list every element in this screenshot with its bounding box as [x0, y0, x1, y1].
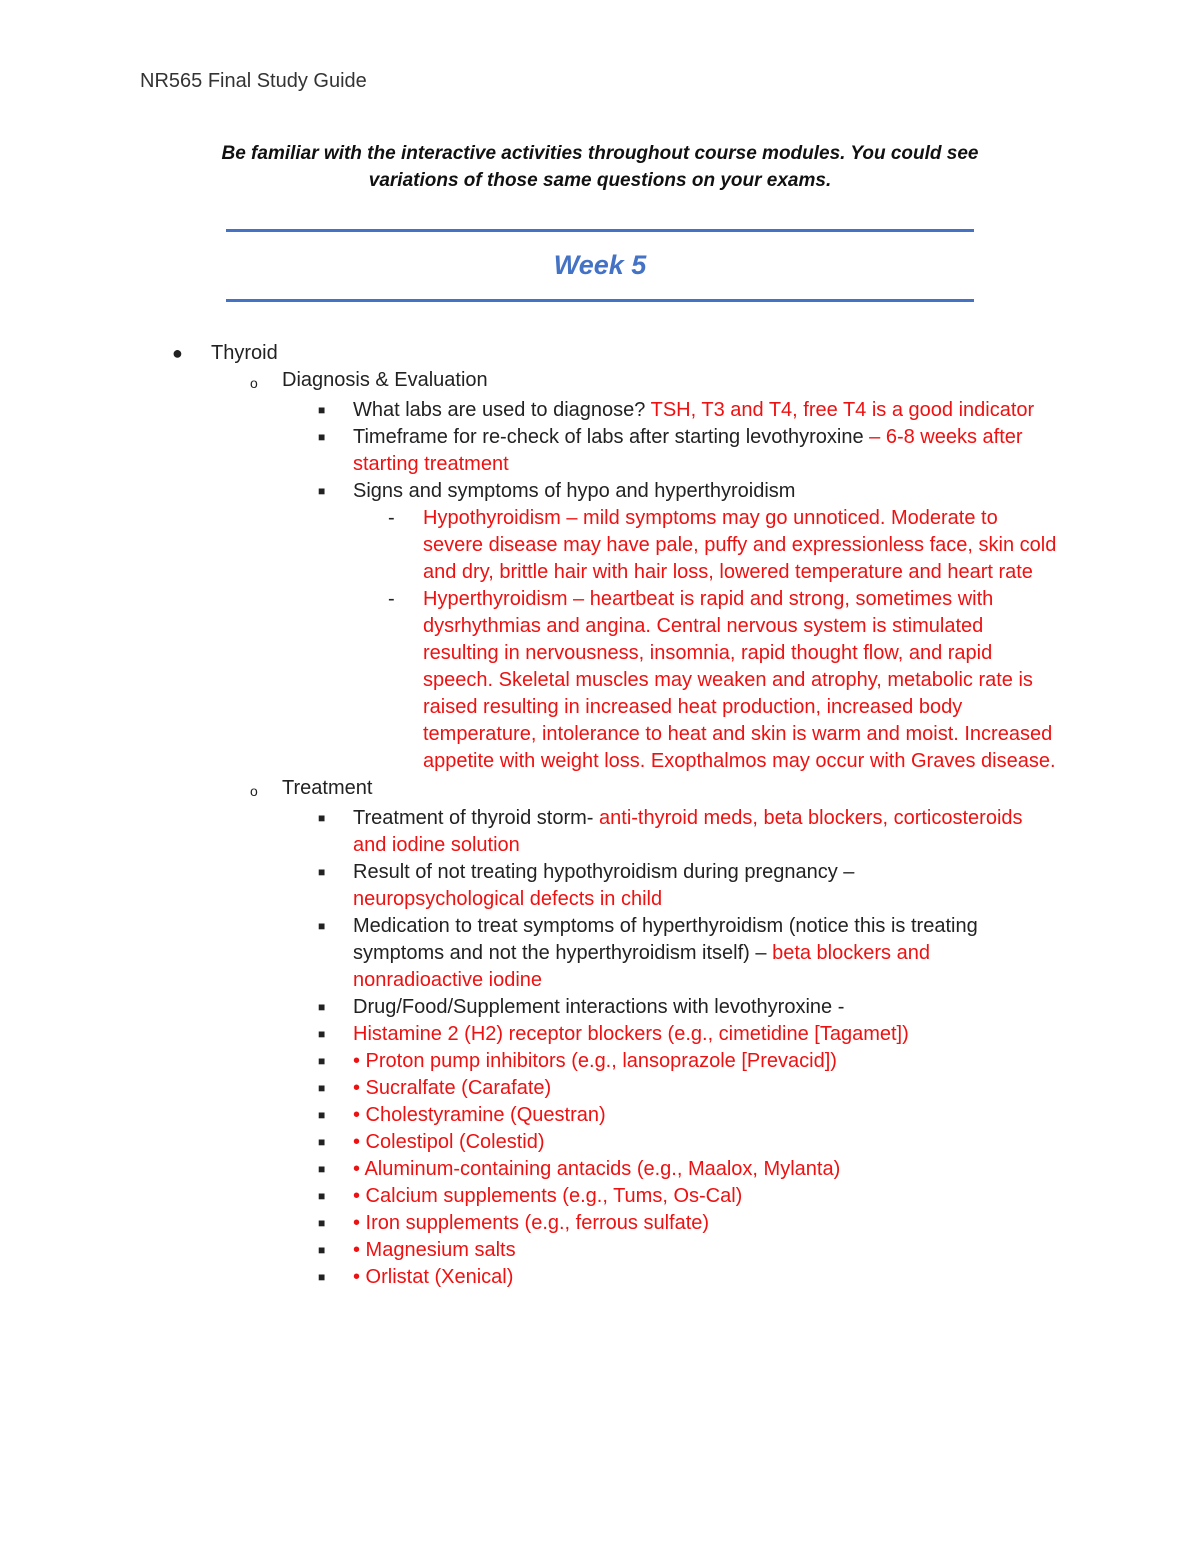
interaction-item: ■ • Iron supplements (e.g., ferrous sulfate) — [0, 1210, 1043, 1237]
divider-bottom — [226, 299, 974, 302]
bullet-square-icon: ■ — [318, 1270, 326, 1284]
list-item-hyperthyroidism: - Hyperthyroidism – heartbeat is rapid and strong, sometimes with dysrhythmias and angina. Central nervous system is stimulated resulting in nervousness, insomnia, rapid thought flow, and rapid speech. Skeletal muscles may weaken and atrophy, metabolic rate is raised resulting in increased heat production, increased body temperature, intolerance to heat and skin is warm and moist. Increased appetite with weight loss. Exopthalmos may occur with Graves disease. — [388, 588, 1056, 772]
interaction-item: ■ • Orlistat (Xenical) — [0, 1264, 1043, 1291]
bullet-square-icon: ■ — [318, 1054, 326, 1068]
interaction-item: ■ • Proton pump inhibitors (e.g., lansoprazole [Prevacid]) — [0, 1048, 1043, 1075]
list-item: ■ Signs and symptoms of hypo and hyperthyroidism — [0, 478, 1043, 505]
interaction-item: ■ • Magnesium salts — [0, 1237, 1043, 1264]
bullet-square-icon: ■ — [318, 1162, 326, 1176]
bullet-square-icon: ■ — [318, 430, 326, 444]
intro-line-1: Be familiar with the interactive activities throughout course modules. You could see — [221, 143, 979, 164]
interaction-item: ■ Histamine 2 (H2) receptor blockers (e.g., cimetidine [Tagamet]) — [0, 1021, 1043, 1048]
bullet-square-icon: ■ — [318, 403, 326, 417]
list-item-hypothyroidism: - Hypothyroidism – mild symptoms may go unnoticed. Moderate to severe disease may have pale, puffy and expressionless face, skin cold and dry, brittle hair with hair loss, lowered temperature and heart rate — [388, 507, 1057, 583]
outline — [0, 340, 1200, 1291]
list-item: ■ Medication to treat symptoms of hyperthyroidism (notice this is treating symptoms and not the hyperthyroidism itself) – beta blockers and nonradioactive iodine — [318, 915, 978, 991]
bullet-dash-icon: - — [388, 507, 395, 529]
bullet-square-icon: ■ — [318, 1189, 326, 1203]
interaction-item: ■ • Cholestyramine (Questran) — [0, 1102, 1043, 1129]
divider-top — [226, 229, 974, 232]
bullet-square-icon: ■ — [318, 1027, 326, 1041]
document-header: NR565 Final Study Guide — [140, 70, 367, 92]
bullet-circle-icon: o — [250, 375, 258, 391]
bullet-square-icon: ■ — [318, 811, 326, 825]
interaction-item: ■ • Aluminum-containing antacids (e.g., Maalox, Mylanta) — [0, 1156, 1043, 1183]
bullet-square-icon: ■ — [318, 1108, 326, 1122]
intro-line-2: variations of those same questions on your exams. — [368, 170, 832, 191]
outline-item-thyroid: ● Thyroid — [0, 340, 1200, 367]
bullet-square-icon: ■ — [318, 919, 326, 933]
bullet-circle-icon: o — [250, 783, 258, 799]
bullet-dash-icon: - — [388, 588, 395, 610]
bullet-dot-icon: ● — [172, 343, 183, 363]
bullet-square-icon: ■ — [318, 1081, 326, 1095]
interaction-item: ■ • Colestipol (Colestid) — [0, 1129, 1043, 1156]
interaction-item: ■ • Sucralfate (Carafate) — [0, 1075, 1043, 1102]
intro-note — [130, 140, 1070, 194]
interaction-item: ■ • Calcium supplements (e.g., Tums, Os-Cal) — [0, 1183, 1043, 1210]
list-item: ■ Timeframe for re-check of labs after starting levothyroxine – 6-8 weeks after starting treatment — [318, 426, 1023, 475]
bullet-square-icon: ■ — [318, 1243, 326, 1257]
outline-item-treatment: o Treatment — [0, 775, 1200, 802]
outline-item-diagnosis: o Diagnosis & Evaluation — [0, 367, 1200, 394]
list-item: ■ Drug/Food/Supplement interactions with levothyroxine - — [0, 994, 1043, 1021]
list-item: ■ Result of not treating hypothyroidism during pregnancy – neuropsychological defects in child — [318, 861, 855, 910]
list-item: ■ What labs are used to diagnose? TSH, T3 and T4, free T4 is a good indicator — [0, 397, 1043, 424]
bullet-square-icon: ■ — [318, 1216, 326, 1230]
list-item: ■ Treatment of thyroid storm- anti-thyroid meds, beta blockers, corticosteroids and iodine solution — [318, 807, 1023, 856]
section-title: Week 5 — [553, 250, 647, 280]
bullet-square-icon: ■ — [318, 1000, 326, 1014]
bullet-square-icon: ■ — [318, 865, 326, 879]
bullet-square-icon: ■ — [318, 484, 326, 498]
bullet-square-icon: ■ — [318, 1135, 326, 1149]
